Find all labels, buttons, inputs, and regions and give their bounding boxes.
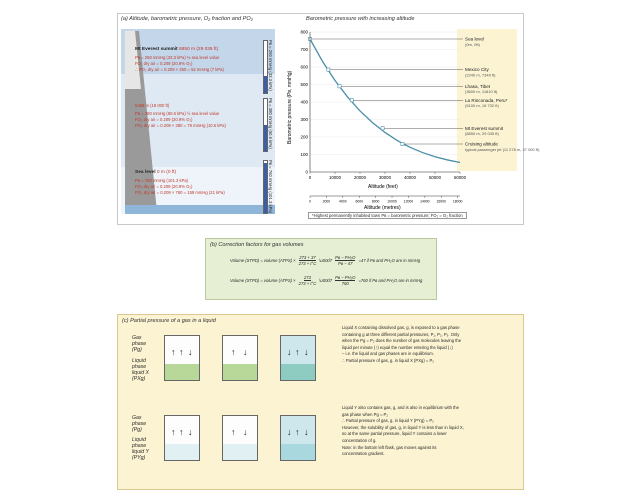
row2-liquid-label: Liquid phase liquid Y (PYg)	[132, 437, 149, 461]
panel-c	[117, 314, 524, 490]
data-point	[381, 127, 384, 130]
pressure-altitude-chart	[282, 24, 540, 224]
y-tick-label: 0	[305, 169, 308, 175]
data-point	[338, 85, 341, 88]
flask-y-p3	[280, 415, 316, 461]
arrow-up-icon: ↑	[171, 347, 176, 357]
arrow-down-icon: ↓	[304, 427, 309, 437]
y-tick-label: 600	[300, 64, 308, 70]
flask-x-p1	[164, 335, 200, 381]
arrow-down-icon: ↓	[287, 427, 292, 437]
x-tick-label-metres: 14000	[420, 199, 430, 204]
mid-fo2: FO₂ dry air = 0.209 (20.9% O₂)	[135, 117, 193, 122]
arrow-up-icon: ↑	[179, 347, 184, 357]
x-tick-label-metres: 4000	[339, 199, 347, 204]
y-tick-label: 700	[300, 47, 308, 53]
point-label: Sea level	[465, 36, 484, 42]
y-tick-label: 300	[300, 117, 308, 123]
data-point	[327, 68, 330, 71]
chart-title: Barometric pressure with increasing altitude	[306, 16, 415, 22]
arrow-up-icon: ↑	[295, 427, 300, 437]
flask-y-p1	[164, 415, 200, 461]
arrow-down-icon: ↓	[243, 427, 248, 437]
arrow-up-icon: ↑	[179, 427, 184, 437]
x-tick-label-feet: 30000	[379, 175, 391, 180]
tube-label-mid: Pʙ = 380 mmHg (50.6 kPa)	[268, 98, 273, 149]
sea-po2: PO₂ dry air = 0.209 × 760 = 159 mmHg (21 kPa)	[135, 190, 225, 195]
x-tick-label-metres: 16000	[436, 199, 446, 204]
row2-gas-label: Gas phase (Pg)	[132, 415, 147, 433]
arrow-down-icon: ↓	[188, 347, 193, 357]
sea-pb: Pʙ = 760 mmHg (101.3 kPa)	[135, 178, 189, 183]
row1-gas-label: Gas phase (Pg)	[132, 335, 147, 353]
x-axis-label-feet: Altitude (feet)	[368, 184, 398, 190]
point-label: La Rinconada, Peru*	[465, 97, 508, 103]
mid-pb: Pʙ = 380 mmHg (50.6 kPa) ½ sea level value	[135, 111, 220, 116]
mid-po2: PO₂ dry air = 0.209 × 380 = 79 mmHg (10.6 kPa)	[135, 123, 226, 128]
x-axis-label-metres: Altitude (metres)	[364, 205, 401, 211]
everest-fo2: FO₂ dry air = 0.209 (20.9% O₂)	[135, 61, 193, 66]
x-tick-label-metres: 6000	[355, 199, 363, 204]
x-tick-label-feet: 10000	[329, 175, 341, 180]
point-detail: (3600 m, 11810 ft)	[465, 89, 498, 95]
panel-c-title: (c) Partial pressure of a gas in a liquid	[122, 318, 216, 324]
arrow-down-icon: ↓	[188, 427, 193, 437]
x-tick-label-metres: 8000	[371, 199, 380, 204]
point-detail: (2240 m, 7349 ft)	[465, 72, 496, 78]
data-point	[350, 99, 353, 102]
explanation-liquid-x: Liquid X containing dissolved gas, g, is exposed to a gas phase containing g at three different partial pressures, P₁, P₂, P₃. Only when the Pg = P₂ does the number of gas molecules leaving the liquid per minute (↑) equal the number entering the liquid (↓) – i.e. the liquid and gas phases are in equilibrium. ∴ Partial pressure of gas, g, in liquid X (PXg) = P₂	[342, 325, 462, 363]
x-tick-label-metres: 2000	[322, 199, 331, 204]
x-tick-label-feet: 20000	[354, 175, 366, 180]
arrow-down-icon: ↓	[287, 347, 292, 357]
point-label: Cruising altitude	[465, 141, 498, 147]
mid-altitude: 5486 m (18 000 ft)	[135, 103, 170, 108]
everest-po2: ∴ PO₂ dry air = 0.209 × 250 = 52 mmHg (7 kPa)	[135, 67, 224, 72]
panel-b	[205, 238, 437, 300]
flask-y-p2	[222, 415, 258, 461]
y-tick-label: 500	[300, 82, 308, 88]
equation-2: Volume (STPD) = volume (ATPS) × $\frac{273}{273 + t^\circ C}$ \u00d7 $\frac{\text{Pʙ − PH₂O}}{760}$ =760 if Pʙ and PH₂O are in mmHg	[230, 275, 423, 287]
x-tick-label-feet: 60000	[454, 175, 466, 180]
equation-1: Volume (STPD) = volume (ATPS) × $\frac{273 + 37}{273 + t^\circ C}$ \u00d7 $\frac{\text{Pʙ − PH₂O}}{\text{Pʙ − 47}}$ =47 if Pʙ and PH₂O are in mmHg	[230, 255, 421, 267]
panel-a-title: (a) Altitude, barometric pressure, O₂ fraction and PO₂	[121, 16, 253, 22]
sea-fo2: FO₂ dry air = 0.209 (20.9% O₂)	[135, 184, 193, 189]
x-tick-label-metres: 10000	[387, 199, 397, 204]
arrow-up-icon: ↑	[231, 427, 236, 437]
point-detail: typical passenger jet (11 278 m, 37 000 ft)	[465, 146, 540, 152]
x-tick-label-feet: 40000	[404, 175, 416, 180]
arrow-up-icon: ↑	[295, 347, 300, 357]
y-tick-label: 400	[300, 99, 308, 105]
flask-x-p2	[222, 335, 258, 381]
arrow-down-icon: ↓	[243, 347, 248, 357]
y-axis-label: Barometric pressure (Pʙ, mmHg)	[287, 70, 293, 144]
point-detail: (0m, 0ft)	[465, 41, 480, 47]
tube-label-everest: Pʙ = 250 mmHg (33.3 kPa)	[268, 40, 273, 91]
x-tick-label-feet: 0	[308, 175, 312, 180]
arrow-up-icon: ↑	[231, 347, 236, 357]
point-label: Mexico City	[465, 67, 489, 73]
arrow-up-icon: ↑	[171, 427, 176, 437]
flask-x-p3	[280, 335, 316, 381]
x-tick-label-metres: 18000	[452, 199, 463, 204]
row1-liquid-label: Liquid phase liquid X (PXg)	[132, 358, 150, 382]
x-tick-label-metres: 0	[309, 199, 311, 204]
explanation-liquid-y: Liquid Y also contains gas, g, and is also in equilibrium with the gas phase when Pg = P₂ ∴ Partial pressure of gas, g, in liquid Y (PYg) = P₂ However, the solubility of gas, g, in liquid Y is less than in liquid X, so at the same partial pressure, liquid Y contains a lower concentration of g. Note: in the bottom left flask, gas moves against its concentration gradient.	[342, 405, 464, 457]
x-tick-label-metres: 12000	[403, 199, 414, 204]
everest-pb: Pʙ = 250 mmHg (33.3 kPa) ⅓ sea level value	[135, 55, 220, 60]
chart-footnote: *Highest permanently inhabited town Pʙ = barometric pressure; FO₂ = O₂ fraction	[308, 212, 467, 219]
y-tick-label: 200	[300, 134, 308, 140]
point-detail: (8850 m, 29 035 ft)	[465, 131, 499, 137]
sea-heading: Sea level 0 m (0 ft)	[135, 170, 177, 175]
y-tick-label: 800	[300, 29, 308, 35]
tube-label-sea: Pʙ = 760 mmHg (101.3 kPa)	[268, 160, 273, 214]
point-label: Lhasa, Tibet	[465, 83, 491, 89]
panel-b-title: (b) Correction factors for gas volumes	[210, 242, 304, 248]
everest-heading: Mt Everest summit 8850 m (29 035 ft)	[135, 47, 219, 52]
arrow-down-icon: ↓	[304, 347, 309, 357]
y-tick-label: 100	[300, 152, 308, 158]
data-point	[401, 142, 404, 145]
x-tick-label-feet: 50000	[429, 175, 441, 180]
point-detail: (5100 m, 16 732 ft)	[465, 103, 499, 109]
point-label: Mt Everest summit	[465, 125, 504, 131]
